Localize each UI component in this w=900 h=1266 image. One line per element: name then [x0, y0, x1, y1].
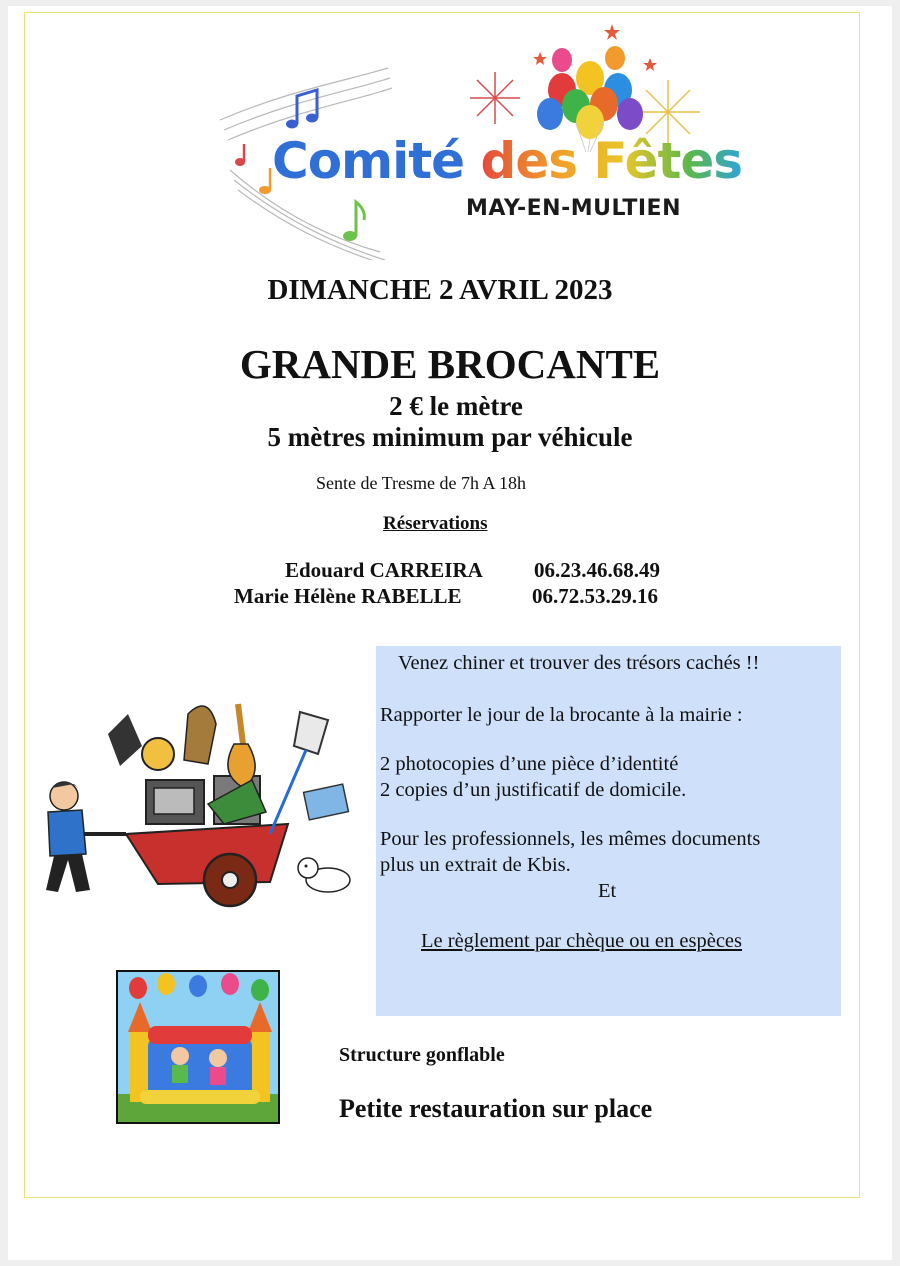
bouncy-castle-illustration: [116, 970, 280, 1124]
info-line-chiner: Venez chiner et trouver des trésors cachés !!: [398, 652, 760, 674]
structure-gonflable: Structure gonflable: [339, 1044, 505, 1066]
brocante-cart-illustration: [38, 684, 362, 920]
info-line-justificatif: 2 copies d’un justificatif de domicile.: [380, 779, 687, 801]
event-date: DIMANCHE 2 AVRIL 2023: [267, 274, 613, 306]
contact-name-2: Marie Hélène RABELLE: [234, 584, 462, 608]
wheelbarrow-icon: [38, 684, 362, 920]
info-line-reglement: Le règlement par chèque ou en espèces: [421, 930, 743, 952]
contact-phone-1: 06.23.46.68.49: [534, 558, 660, 582]
info-box: [376, 646, 841, 1016]
info-line-professionnels: Pour les professionnels, les mêmes documents: [380, 828, 761, 850]
logo-title: [272, 132, 742, 190]
logo-subtitle: MAY-EN-MULTIEN: [466, 196, 681, 221]
contact-name-1: Edouard CARREIRA: [285, 558, 483, 582]
event-price: 2 € le mètre: [389, 391, 523, 421]
reservations-label: Réservations: [383, 513, 488, 534]
info-line-rapporter: Rapporter le jour de la brocante à la mairie :: [380, 704, 743, 726]
info-line-et: Et: [598, 880, 617, 902]
info-line-kbis: plus un extrait de Kbis.: [380, 854, 571, 876]
event-minimum: 5 mètres minimum par véhicule: [267, 422, 633, 452]
petite-restauration: Petite restauration sur place: [339, 1094, 653, 1123]
bouncy-castle-icon: [118, 972, 280, 1124]
event-schedule: Sente de Tresme de 7h A 18h: [316, 473, 526, 493]
contact-phone-2: 06.72.53.29.16: [532, 584, 658, 608]
info-line-photocopies: 2 photocopies d’une pièce d’identité: [380, 753, 679, 775]
event-title: GRANDE BROCANTE: [239, 341, 661, 387]
logo-word-comite: Comité: [272, 132, 465, 190]
comite-logo: [210, 20, 743, 260]
logo-word-des-fetes: des Fêtes: [480, 132, 743, 190]
